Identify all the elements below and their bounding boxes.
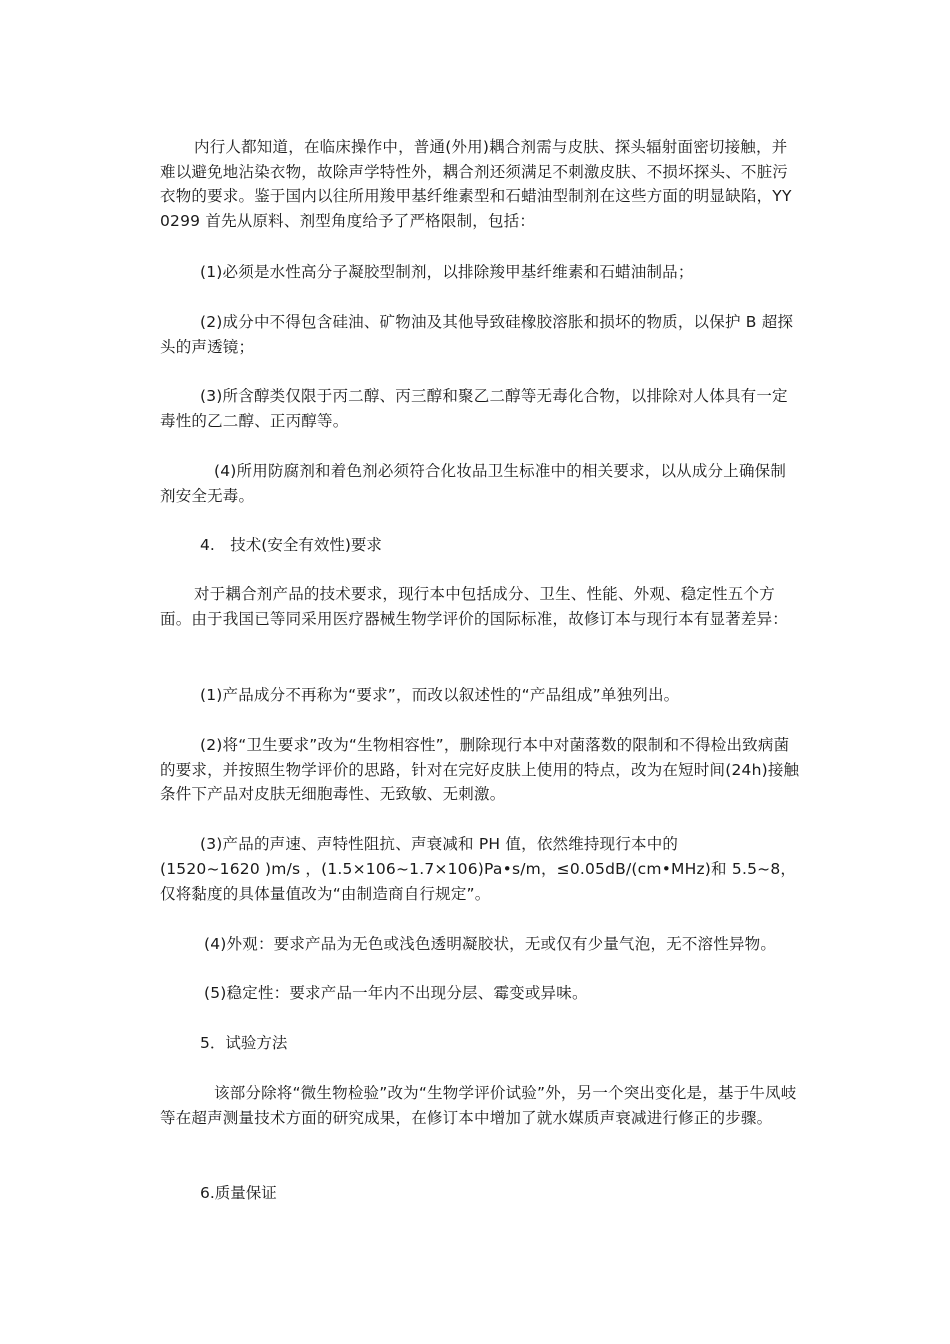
paragraph-intro: 内行人都知道，在临床操作中，普通(外用)耦合剂需与皮肤、探头辐射面密切接触，并难以避免地沾染衣物，故除声学特性外，耦合剂还须满足不刺激皮肤、不损坏探头、不脏污衣物的要求。鉴于国内以往所用羧甲基纤维素型和石蜡油型制剂在这些方面的明显缺陷，YY0299 首先从原料、剂型角度给予了严格限制，包括： <box>160 138 792 230</box>
paragraph-test-methods: 该部分除将“微生物检验”改为“生物学评价试验”外，另一个突出变化是，基于牛凤岐等在超声测量技术方面的研究成果，在修订本中增加了就水媒质声衰减进行修正的步骤。 <box>160 1084 797 1127</box>
paragraph-tech-3-line1: (3)产品的声速、声特性阻抗、声衰减和 PH 值，依然维持现行本中的 <box>200 835 679 853</box>
paragraph-item-1: (1)必须是水性高分子凝胶型制剂，以排除羧甲基纤维素和石蜡油制品； <box>200 263 694 281</box>
paragraph-item-3: (3)所含醇类仅限于丙二醇、丙三醇和聚乙二醇等无毒化合物，以排除对人体具有一定毒性的乙二醇、正丙醇等。 <box>160 387 788 430</box>
paragraph-item-2: (2)成分中不得包含硅油、矿物油及其他导致硅橡胶溶胀和损坏的物质，以保护 B 超探头的声透镜； <box>160 313 794 356</box>
paragraph-tech-4: (4)外观：要求产品为无色或浅色透明凝胶状，无或仅有少量气泡，无不溶性异物。 <box>204 935 777 953</box>
section-heading-6: 6.质量保证 <box>200 1184 277 1202</box>
section-heading-4: 4. 技术(安全有效性)要求 <box>200 536 382 554</box>
paragraph-tech-5: (5)稳定性：要求产品一年内不出现分层、霉变或异味。 <box>204 984 588 1002</box>
paragraph-tech-1: (1)产品成分不再称为“要求”，而改以叙述性的“产品组成”单独列出。 <box>200 686 680 704</box>
paragraph-item-4: (4)所用防腐剂和着色剂必须符合化妆品卫生标准中的相关要求，以从成分上确保制剂安全无毒。 <box>160 462 787 505</box>
paragraph-tech-3-line2: (1520~1620 )m/s ，(1.5×106~1.7×106)Pa•s/m，≤0.05dB/(cm•MHz)和 5.5~8，仅将黏度的具体量值改为“由制造商自行规定”。 <box>160 860 797 903</box>
paragraph-tech-intro: 对于耦合剂产品的技术要求，现行本中包括成分、卫生、性能、外观、稳定性五个方面。由于我国已等同采用医疗器械生物学评价的国际标准，故修订本与现行本有显著差异： <box>160 585 789 628</box>
section-heading-5: 5．试验方法 <box>200 1034 288 1052</box>
paragraph-tech-2: (2)将“卫生要求”改为“生物相容性”，删除现行本中对菌落数的限制和不得检出致病菌的要求，并按照生物学评价的思路，针对在完好皮肤上使用的特点，改为在短时间(24h)接触条件下产品对皮肤无细胞毒性、无致敏、无刺激。 <box>160 736 800 803</box>
